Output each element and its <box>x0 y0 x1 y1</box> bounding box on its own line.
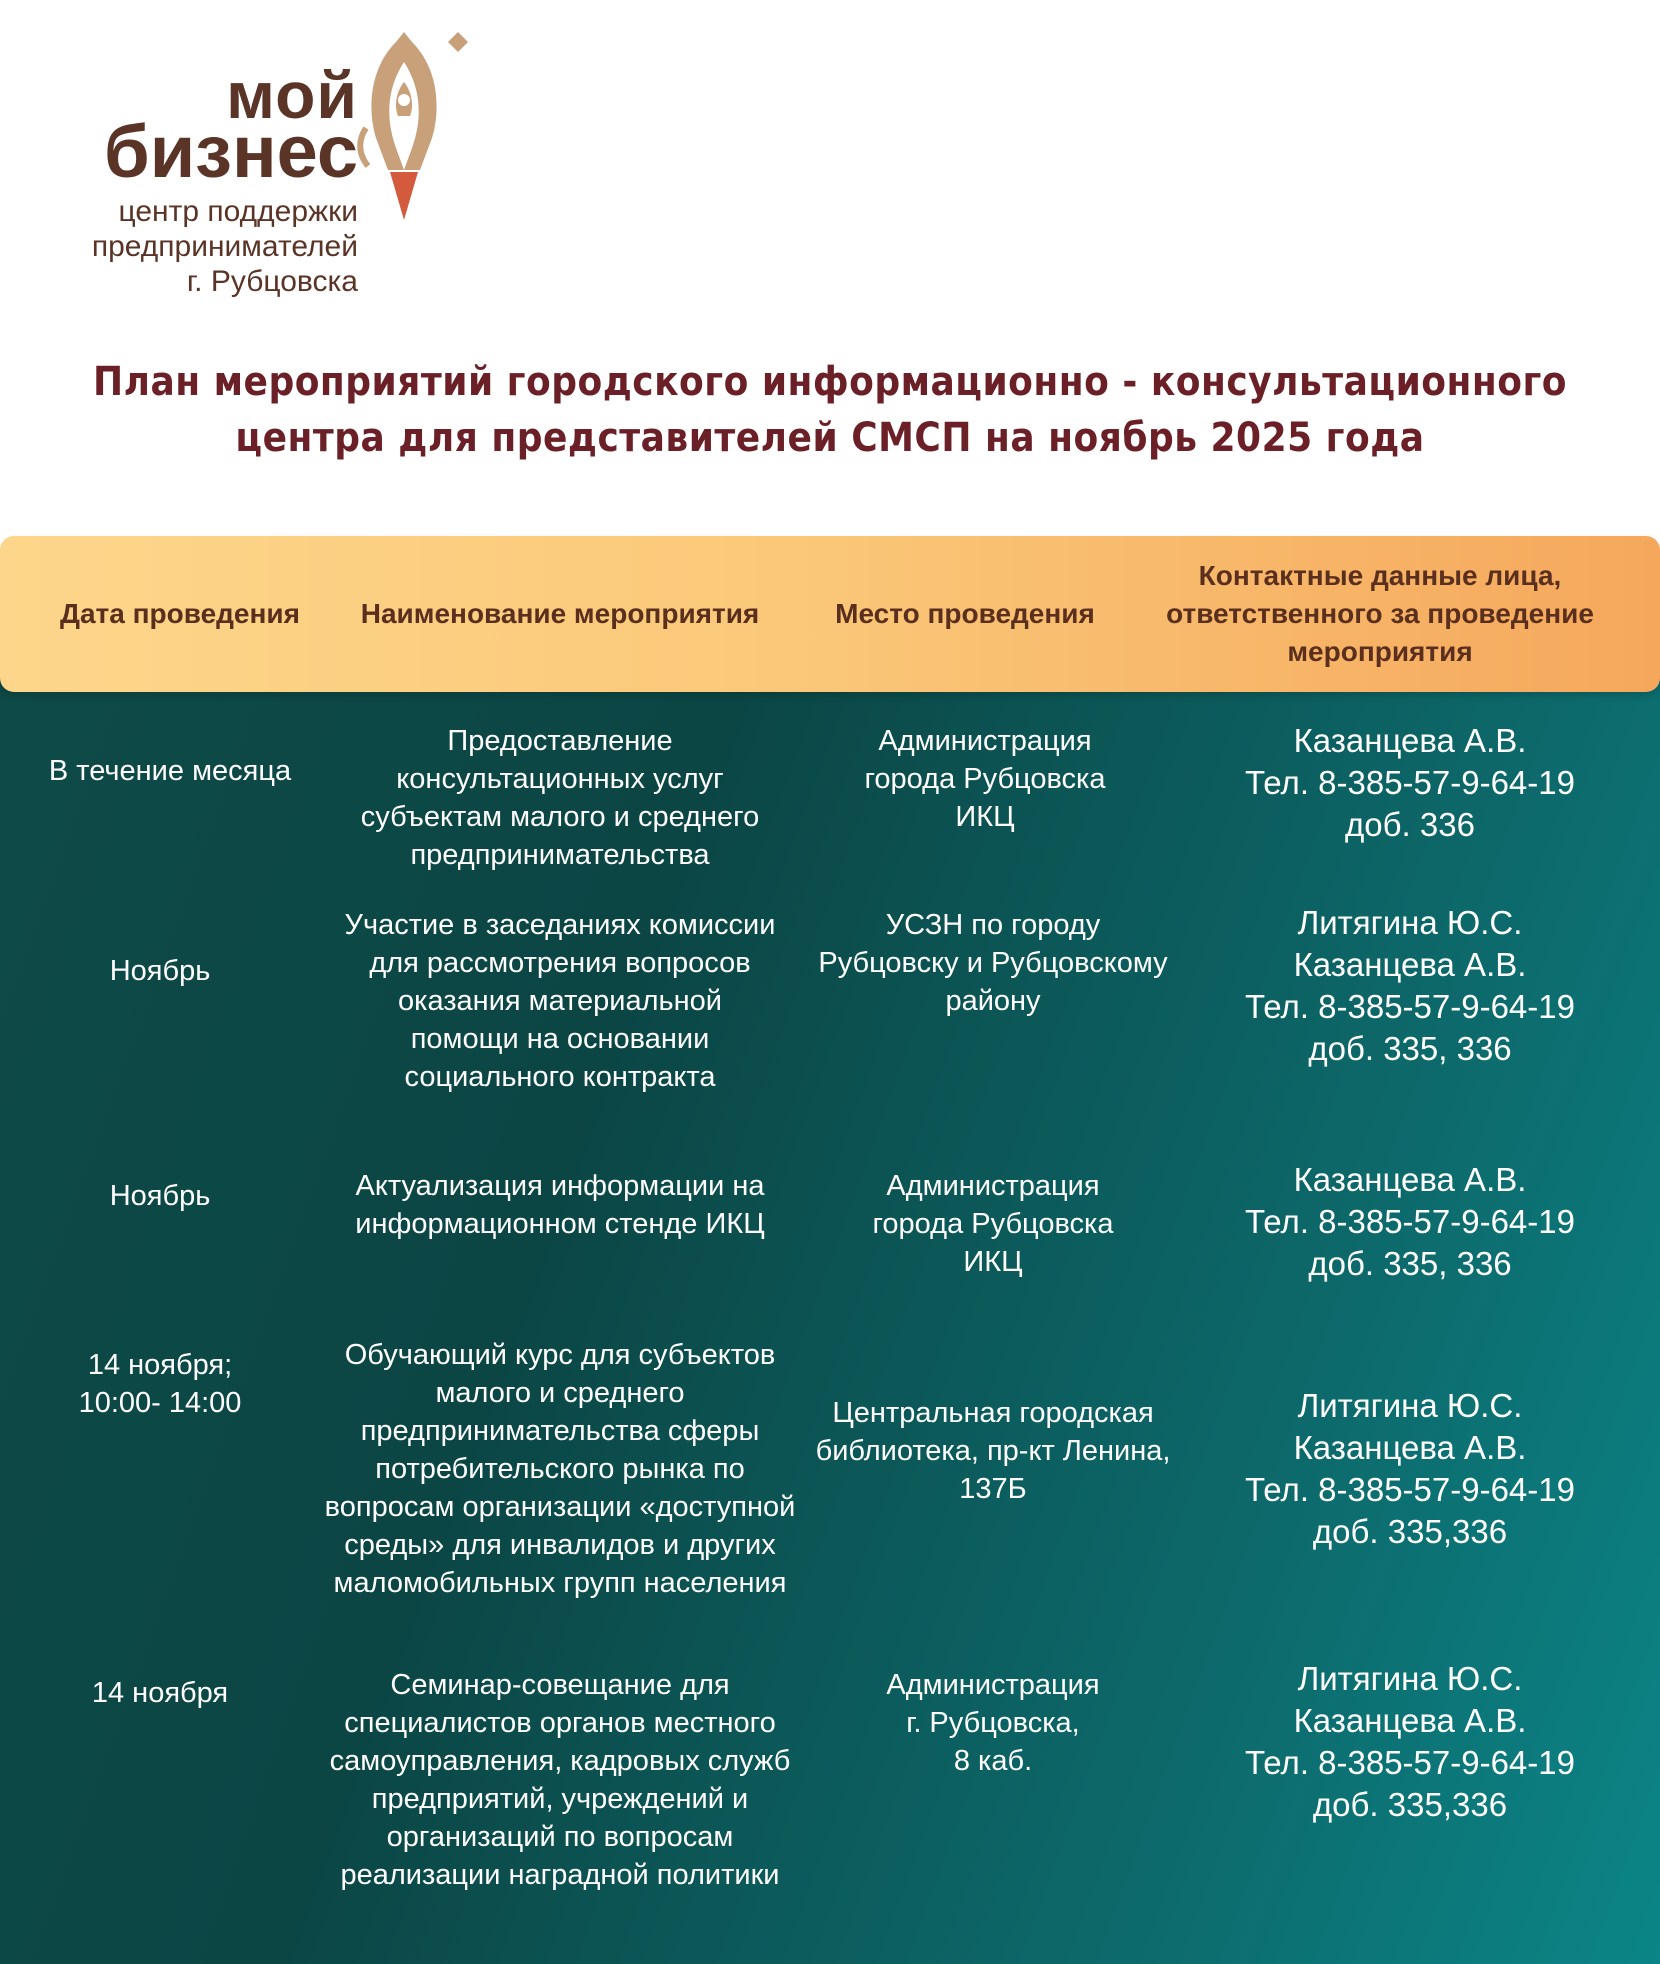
cell-line: Администрация <box>886 1170 1100 1202</box>
cell-line: Казанцева А.В. <box>1293 1429 1527 1466</box>
cell-contact <box>1180 1658 1640 1826</box>
cell-line: предпринимательства <box>410 839 710 871</box>
header-contact-line: ответственного за проведение <box>1166 598 1594 629</box>
cell-line: Семинар-совещание для <box>390 1669 730 1701</box>
logo-sub-line: предпринимателей <box>91 230 358 263</box>
cell-line: Казанцева А.В. <box>1293 1702 1527 1739</box>
cell-line: предприятий, учреждений и <box>371 1783 749 1815</box>
cell-line: Администрация <box>886 1669 1100 1701</box>
cell-name <box>270 1336 850 1602</box>
cell-line: самоуправления, кадровых служб <box>329 1745 791 1777</box>
cell-line: Актуализация информации на <box>355 1170 765 1202</box>
cell-line: реализации наградной политики <box>340 1859 780 1891</box>
cell-place <box>803 1394 1183 1508</box>
logo-sub-line: г. Рубцовска <box>186 265 358 298</box>
cell-line: 14 ноября; <box>87 1349 233 1381</box>
cell-line: доб. 335,336 <box>1312 1513 1508 1550</box>
cell-line: предпринимательства сферы <box>360 1415 760 1447</box>
title-line-1: План мероприятий городского информационно - консультационного <box>92 359 1568 405</box>
cell-name <box>270 722 850 874</box>
header-contact-line: мероприятия <box>1287 636 1473 667</box>
cell-line: В течение месяца <box>48 755 292 787</box>
header-name: Наименование мероприятия <box>360 598 760 629</box>
cell-line: Рубцовску и Рубцовскому <box>818 947 1168 979</box>
title-line-2-end: 2025 года <box>1197 415 1425 461</box>
cell-line: для рассмотрения вопросов <box>369 947 751 979</box>
title-line-2-start: центра для представителей СМСП на <box>235 415 1049 461</box>
cell-line: потребительского рынка по <box>375 1453 745 1485</box>
cell-name <box>270 1666 850 1894</box>
cell-line: Тел. 8-385-57-9-64-19 <box>1245 988 1575 1025</box>
cell-line: Тел. 8-385-57-9-64-19 <box>1245 764 1575 801</box>
header-date: Дата проведения <box>60 598 300 629</box>
cell-date <box>20 1346 300 1422</box>
cell-line: Литягина Ю.С. <box>1297 1660 1523 1697</box>
cell-line: Казанцева А.В. <box>1293 946 1527 983</box>
cell-line: ИКЦ <box>955 801 1015 833</box>
cell-line: специалистов органов местного <box>344 1707 776 1739</box>
cell-line: малого и среднего <box>435 1377 685 1409</box>
cell-line: города Рубцовска <box>872 1208 1114 1240</box>
cell-contact <box>1180 1385 1640 1553</box>
header-contact-line: Контактные данные лица, <box>1198 560 1562 591</box>
cell-line: 137Б <box>959 1473 1027 1505</box>
cell-line: Литягина Ю.С. <box>1297 1387 1523 1424</box>
header-place: Место проведения <box>835 598 1095 629</box>
cell-line: г. Рубцовска, <box>906 1707 1080 1739</box>
cell-line: Ноябрь <box>109 1180 211 1212</box>
cell-line: Литягина Ю.С. <box>1297 904 1523 941</box>
logo-word-biznes: бизнес <box>103 110 358 193</box>
cell-place <box>803 1666 1183 1780</box>
cell-line: Центральная городская <box>832 1397 1154 1429</box>
cell-date <box>20 1177 300 1215</box>
cell-line: Тел. 8-385-57-9-64-19 <box>1245 1203 1575 1240</box>
cell-line: города Рубцовска <box>864 763 1106 795</box>
cell-line: субъектам малого и среднего <box>360 801 760 833</box>
cell-line: району <box>945 985 1041 1017</box>
cell-line: ИКЦ <box>963 1246 1023 1278</box>
cell-line: 8 каб. <box>953 1745 1033 1777</box>
cell-name <box>270 906 850 1096</box>
cell-date <box>20 952 300 990</box>
cell-line: доб. 335,336 <box>1312 1786 1508 1823</box>
cell-line: консультационных услуг <box>396 763 724 795</box>
cell-line: оказания материальной <box>398 985 722 1017</box>
title-month: ноябрь <box>1048 415 1198 461</box>
cell-line: Обучающий курс для субъектов <box>344 1339 776 1371</box>
cell-line: 10:00- 14:00 <box>78 1387 242 1419</box>
cell-line: Участие в заседаниях комиссии <box>344 909 776 941</box>
cell-line: Тел. 8-385-57-9-64-19 <box>1245 1471 1575 1508</box>
cell-line: информационном стенде ИКЦ <box>355 1208 765 1240</box>
cell-line: Казанцева А.В. <box>1293 1161 1527 1198</box>
cell-line: доб. 335, 336 <box>1308 1245 1512 1282</box>
cell-line: социального контракта <box>404 1061 716 1093</box>
cell-contact <box>1180 902 1640 1070</box>
cell-line: Ноябрь <box>109 955 211 987</box>
cell-contact <box>1180 720 1640 846</box>
cell-line: доб. 336 <box>1345 806 1475 843</box>
cell-contact <box>1180 1159 1640 1285</box>
logo-word-moi: мой <box>226 58 358 132</box>
cell-place <box>803 906 1183 1020</box>
cell-line: библиотека, пр-кт Ленина, <box>815 1435 1171 1467</box>
cell-line: Казанцева А.В. <box>1293 722 1527 759</box>
cell-place <box>803 1167 1183 1281</box>
cell-line: вопросам организации «доступной <box>324 1491 796 1523</box>
cell-line: Тел. 8-385-57-9-64-19 <box>1245 1744 1575 1781</box>
logo-sub-line: центр поддержки <box>118 195 358 228</box>
cell-line: маломобильных групп населения <box>333 1567 787 1599</box>
cell-line: Администрация <box>878 725 1092 757</box>
cell-line: среды» для инвалидов и других <box>344 1529 776 1561</box>
cell-line: 14 ноября <box>91 1677 229 1709</box>
cell-line: доб. 335, 336 <box>1308 1030 1512 1067</box>
cell-line: Предоставление <box>447 725 673 757</box>
cell-line: организаций по вопросам <box>386 1821 734 1853</box>
cell-line: помощи на основании <box>410 1023 710 1055</box>
cell-place <box>795 722 1175 836</box>
cell-name <box>270 1167 850 1243</box>
cell-date <box>30 752 310 790</box>
cell-date <box>20 1674 300 1712</box>
cell-line: УСЗН по городу <box>885 909 1101 941</box>
